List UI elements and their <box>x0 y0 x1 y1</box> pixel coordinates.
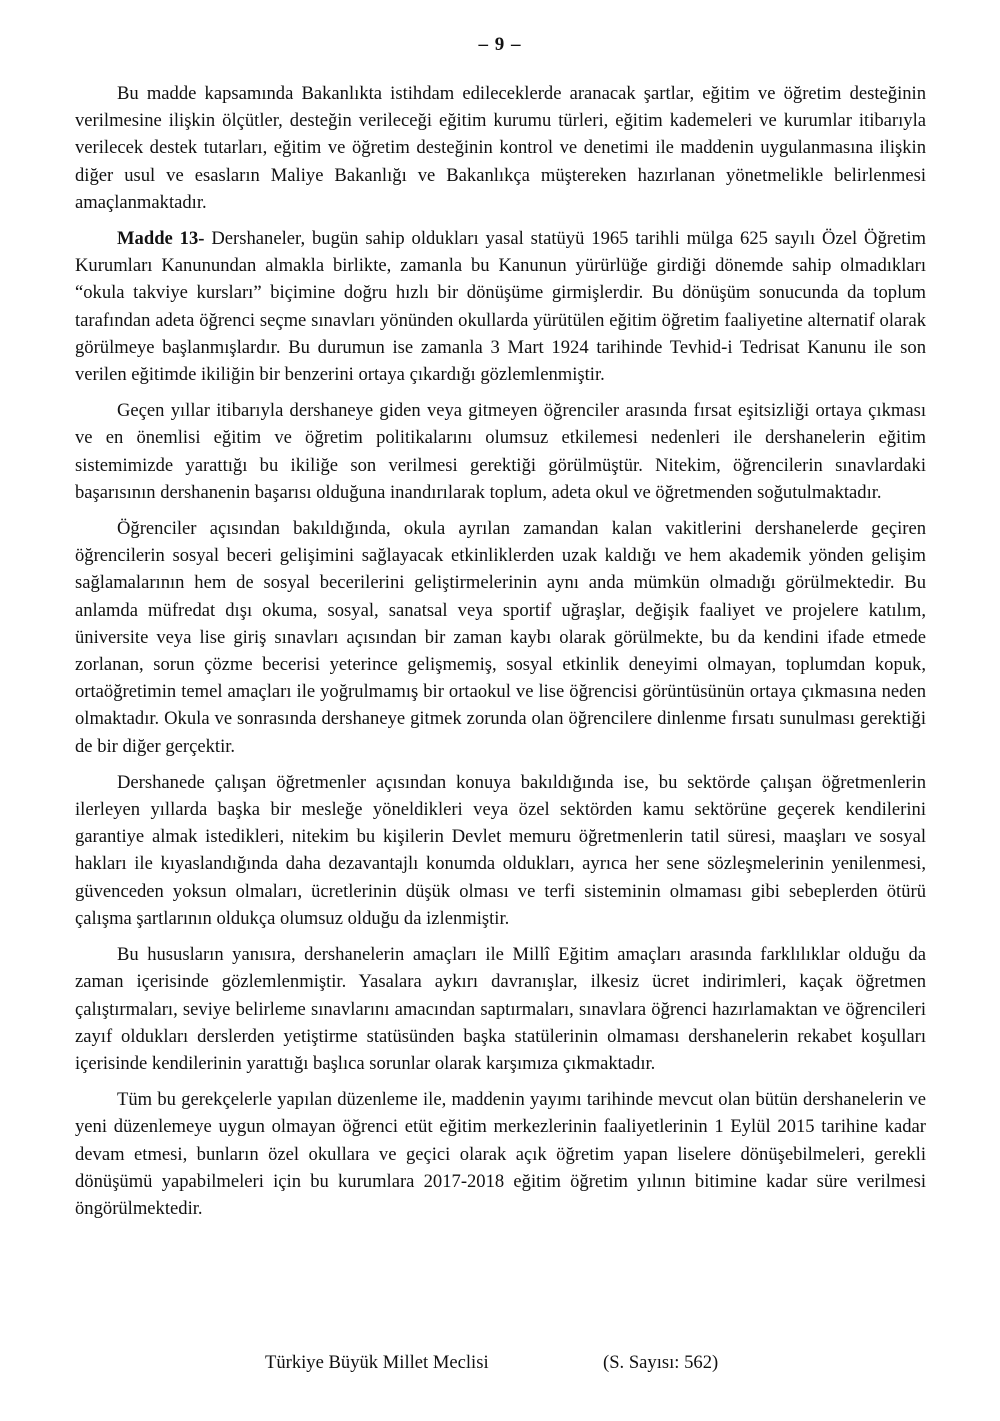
paragraph-text: Dershanede çalışan öğretmenler açısından konuya bakıldığında ise, bu sektörde çalışan öğretmenlerin ilerleyen yıllarda başka bir mesleğe yöneldikleri veya özel sektörden kamu sektörüne geçerek kendilerini garantiye almak istedikleri, nitekim bu kişilerin Devlet memuru öğretmenlerin tatil süresi, maaşları ve sosyal hakları ile kıyaslandığında daha dezavantajlı konumda oldukları, ayrıca her sene sözleşmelerinin yenilenmesi, güvenceden yoksun olmaları, ücretlerinin düşük olması ve terfi sisteminin olmaması gibi sebeplerden ötürü çalışma şartlarının oldukça olumsuz olduğu da izlenmiştir. <box>75 771 926 929</box>
paragraph-1 <box>75 80 926 216</box>
footer-issue-number: (S. Sayısı: 562) <box>603 1352 719 1373</box>
paragraph-4 <box>75 515 926 760</box>
article-heading: Madde 13- <box>117 228 205 250</box>
paragraph-text: Tüm bu gerekçelerle yapılan düzenleme ile, maddenin yayımı tarihinde mevcut olan bütün dershanelerin ve yeni düzenlemeye uygun olmayan öğrenci etüt eğitim merkezlerinin faaliyetlerinin 1 Eylül 2015 tarihine kadar devam etmesi, bunların özel okullara ve geçici olarak açık öğretim yapan liselere dönüşebilmeleri, gerekli dönüşümü yapabilmeleri için bu kurumlara 2017-2018 eğitim öğretim yılının bitimine kadar süre verilmesi öngörülmektedir. <box>75 1089 926 1219</box>
page-number: – 9 – <box>478 34 522 55</box>
paragraph-text: Bu madde kapsamında Bakanlıkta istihdam edileceklerde aranacak şartlar, eğitim ve öğretim desteğinin verilmesine ilişkin ölçütler, desteğin verileceği eğitim kurumu türleri, eğitim kademeleri ve kurumlar itibarıyla verilecek destek tutarları, eğitim ve öğretim desteğinin kontrol ve denetimi ile maddenin uygulanmasına ilişkin diğer usul ve esasların Maliye Bakanlığı ve Bakanlıkça müştereken hazırlanan yönetmelikle belirlenmesi amaçlanmaktadır. <box>75 83 926 213</box>
paragraph-text: Öğrenciler açısından bakıldığında, okula ayrılan zamandan kalan vakitlerini dershanelerde geçiren öğrencilerin sosyal beceri gelişimini sağlayacak etkinliklerden uzak kaldığı ve hem akademik yönden gelişim sağlamalarının hem de sosyal becerilerini geliştirmelerinin aynı anda mümkün olmadığı görülmektedir. Bu anlamda müfredat dışı okuma, sosyal, sanatsal veya sportif uğraşlar, değişik faaliyet ve projelere katılım, üniversite veya lise giriş sınavları açısından bir zaman kaybı olarak görülmekte, bu da kendini ifade etmede zorlanan, sorun çözme becerisi yeterince gelişmemiş, sosyal etkinlik deneyimi olmayan, toplumdan kopuk, ortaöğretimin temel amaçları ile yoğrulmamış bir ortaokul ve lise öğrencisi görüntüsünün ortaya çıkmasına neden olmaktadır. Okula ve sonrasında dershaneye gitmek zorunda olan öğrencilere dinlenme fırsatı sunulması gerektiği de bir diğer gerçektir. <box>75 518 926 757</box>
paragraph-madde-13 <box>75 225 926 388</box>
footer-institution: Türkiye Büyük Millet Meclisi <box>265 1352 489 1373</box>
document-body <box>75 80 926 1231</box>
paragraph-text: Geçen yıllar itibarıyla dershaneye giden veya gitmeyen öğrenciler arasında fırsat eşitsizliği ortaya çıkması ve en önemlisi eğitim ve öğretim politikalarını olumsuz etkilemesi nedenleri ile dershanelerin eğitim sistemimizde yarattığı bu ikiliğe son verilmesi gerektiği görülmüştür. Nitekim, öğrencilerin sınavlardaki başarısının dershanenin başarısı olduğuna inandırılarak toplum, adeta okul ve öğretmenden soğutulmaktadır. <box>75 400 926 503</box>
paragraph-text: Bu hususların yanısıra, dershanelerin amaçları ile Millî Eğitim amaçları arasında farklılıklar olduğu da zaman içerisinde gözlemlenmiştir. Yasalara aykırı davranışlar, ilkesiz ücret indirimleri, kaçak öğretmen çalıştırmaları, seviye belirleme sınavlarını amacından saptırmaları, sınavlara öğrenci hazırlamaktan ve öğrencileri zayıf oldukları derslerden yetiştirme statüsünden başka statülerinin olmaması dershanelerin rekabet koşulları içerisinde kendilerinin yarattığı başlıca sorunlar olarak karşımıza çıkmaktadır. <box>75 944 926 1074</box>
paragraph-6 <box>75 941 926 1077</box>
paragraph-3 <box>75 397 926 506</box>
paragraph-text: Dershaneler, bugün sahip oldukları yasal statüyü 1965 tarihli mülga 625 sayılı Özel Öğretim Kurumları Kanunundan almakla birlikte, zamanla bu Kanunun yürürlüğe girdiği dönemde sahip olmadıkları “okula takviye kursları” biçimine doğru hızlı bir dönüşüme girmişlerdir. Bu dönüşüm sonucunda da toplum tarafından adeta öğrenci seçme sınavları yönünden okullarda yürütülen eğitim öğretim faaliyetine alternatif olarak görülmeye başlanmışlardır. Bu durumun ise zamanla 3 Mart 1924 tarihinde Tevhid-i Tedrisat Kanunu ile son verilen eğitimde ikiliğin bir benzerini ortaya çıkardığı gözlemlenmiştir. <box>75 228 926 386</box>
paragraph-7 <box>75 1086 926 1222</box>
paragraph-5 <box>75 769 926 932</box>
